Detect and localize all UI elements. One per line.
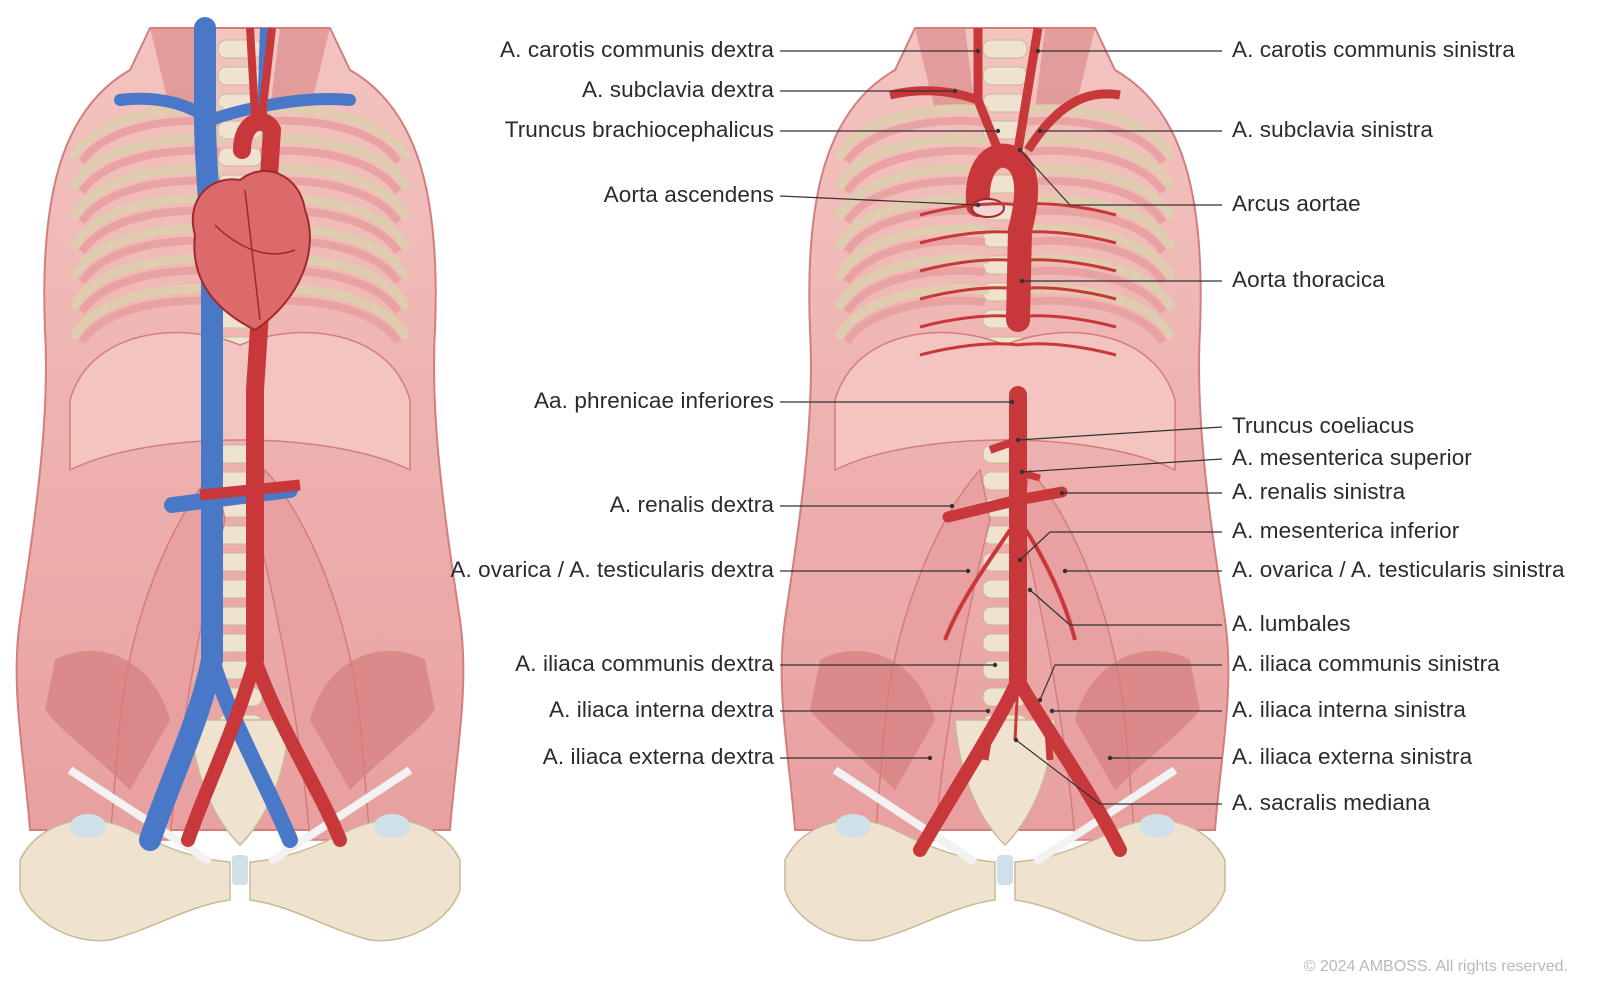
leader-iliaca-externa-dextra-dot (928, 756, 932, 760)
label-aorta-thoracica: Aorta thoracica (1232, 267, 1385, 292)
copyright-notice: © 2024 AMBOSS. All rights reserved. (1303, 958, 1568, 975)
leader-carotis-dextra-dot (976, 49, 980, 53)
leader-sacralis-mediana-dot (1014, 738, 1018, 742)
label-carotis-sinistra: A. carotis communis sinistra (1232, 37, 1515, 62)
label-iliaca-externa-dextra: A. iliaca externa dextra (542, 744, 774, 769)
leader-carotis-sinistra-dot (1036, 49, 1040, 53)
left-pelvis-left (20, 820, 230, 941)
leader-iliaca-interna-sinistra-dot (1050, 709, 1054, 713)
leader-aorta-thoracica-dot (1020, 279, 1024, 283)
leader-subclavia-dextra-dot (953, 89, 957, 93)
label-iliaca-interna-sinistra: A. iliaca interna sinistra (1232, 697, 1466, 722)
label-renalis-dextra: A. renalis dextra (609, 492, 774, 517)
leader-iliaca-communis-sinistra-dot (1038, 698, 1042, 702)
label-iliaca-interna-dextra: A. iliaca interna dextra (548, 697, 774, 722)
right-aorta-ascendens-cut (972, 199, 1004, 217)
leader-renalis-dextra-dot (950, 504, 954, 508)
label-ovarica-sinistra: A. ovarica / A. testicularis sinistra (1232, 557, 1565, 582)
leader-aorta-ascendens-dot (976, 203, 980, 207)
left-hip-joint-left (70, 814, 106, 838)
label-subclavia-dextra: A. subclavia dextra (582, 77, 774, 102)
label-mesenterica-superior: A. mesenterica superior (1232, 445, 1472, 470)
right-pubic-symphysis (997, 855, 1013, 885)
right-hip-joint-left (835, 814, 871, 838)
left-pubic-symphysis (232, 855, 248, 885)
label-truncus-coeliacus: Truncus coeliacus (1232, 413, 1415, 438)
leader-arcus-aortae-dot (1018, 148, 1022, 152)
label-iliaca-communis-dextra: A. iliaca communis dextra (515, 651, 774, 676)
label-aorta-ascendens: Aorta ascendens (603, 182, 774, 207)
label-mesenterica-inferior: A. mesenterica inferior (1232, 518, 1460, 543)
leader-renalis-sinistra-dot (1060, 491, 1064, 495)
right-pelvis-left (785, 820, 995, 941)
leader-phrenicae-dot (1010, 400, 1014, 404)
label-aa-phrenicae-inferiores: Aa. phrenicae inferiores (533, 388, 774, 413)
label-subclavia-sinistra: A. subclavia sinistra (1232, 117, 1433, 142)
leader-subclavia-sinistra-dot (1038, 129, 1042, 133)
leader-truncus-coeliacus-dot (1016, 438, 1020, 442)
leader-iliaca-communis-dextra-dot (993, 663, 997, 667)
leader-iliaca-interna-dextra-dot (986, 709, 990, 713)
label-ovarica-dextra: A. ovarica / A. testicularis dextra (450, 557, 774, 582)
left-hip-joint-right (374, 814, 410, 838)
label-lumbales: A. lumbales (1232, 611, 1351, 636)
label-renalis-sinistra: A. renalis sinistra (1232, 479, 1406, 504)
label-truncus-brachiocephalicus: Truncus brachiocephalicus (504, 117, 774, 142)
right-hip-joint-right (1139, 814, 1175, 838)
right-vertebra (983, 40, 1027, 58)
label-arcus-aortae: Arcus aortae (1232, 191, 1361, 216)
right-iliaca-interna-dextra-art (985, 730, 990, 760)
leader-ovarica-dextra-dot (966, 569, 970, 573)
label-carotis-dextra: A. carotis communis dextra (500, 37, 774, 62)
leader-lumbales-dot (1028, 588, 1032, 592)
leader-truncus-brachio-dot (996, 129, 1000, 133)
leader-iliaca-externa-sinistra-dot (1108, 756, 1112, 760)
right-iliaca-interna-sinistra-art (1048, 730, 1050, 760)
leader-mesenterica-superior-dot (1020, 470, 1024, 474)
right-vertebra (983, 67, 1027, 85)
leader-mesenterica-inferior-dot (1018, 558, 1022, 562)
left-torso (17, 28, 464, 941)
label-iliaca-externa-sinistra: A. iliaca externa sinistra (1232, 744, 1473, 769)
label-iliaca-communis-sinistra: A. iliaca communis sinistra (1232, 651, 1500, 676)
label-sacralis-mediana: A. sacralis mediana (1232, 790, 1431, 815)
leader-ovarica-sinistra-dot (1063, 569, 1067, 573)
